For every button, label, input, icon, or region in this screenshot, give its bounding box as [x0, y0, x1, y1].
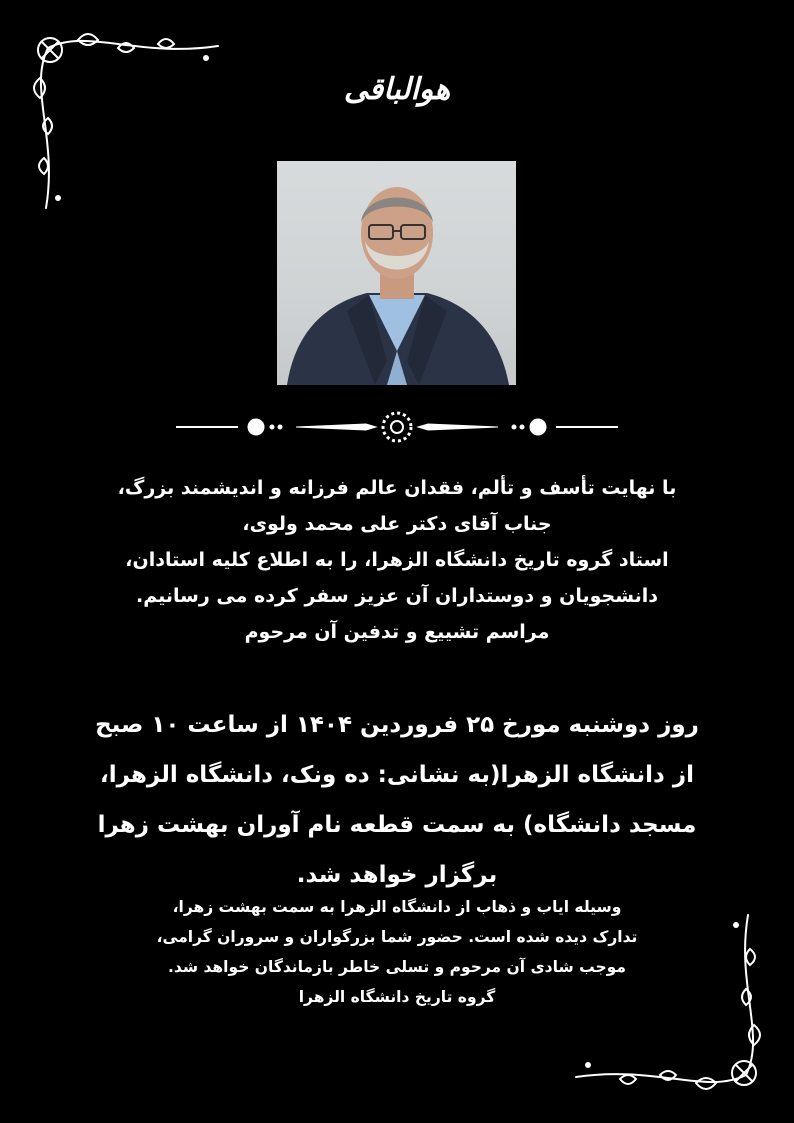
footer-text	[40, 892, 754, 1012]
announcement-line: مراسم تشییع و تدفین آن مرحوم	[244, 621, 550, 643]
portrait-photo	[277, 161, 516, 385]
ceremony-line: روز دوشنبه مورخ ۲۵ فروردین ۱۴۰۴ از ساعت ۱۰ صبح	[95, 712, 699, 738]
ornament-corner-top-left-icon	[18, 18, 228, 218]
footer-signature: گروه تاریخ دانشگاه الزهرا	[298, 988, 496, 1006]
announcement-line: جناب آقای دکتر علی محمد ولوی،	[242, 513, 552, 535]
announcement-line: دانشجویان و دوستداران آن عزیز سفر کرده می رسانیم.	[136, 585, 658, 607]
footer-line: وسیله ایاب و ذهاب از دانشگاه الزهرا به سمت بهشت زهرا،	[172, 898, 622, 916]
footer-line: موجب شادی آن مرحوم و تسلی خاطر بازماندگان خواهد شد.	[168, 958, 626, 976]
announcement-line: استاد گروه تاریخ دانشگاه الزهرا، را به اطلاع کلیه استادان،	[125, 549, 669, 571]
heading-calligraphy: هوالباقی	[343, 72, 451, 107]
ceremony-details	[40, 700, 754, 900]
ceremony-line: از دانشگاه الزهرا(به نشانی: ده ونک، دانشگاه الزهرا،	[100, 762, 694, 788]
ceremony-line: برگزار خواهد شد.	[296, 862, 498, 888]
ornament-divider-icon	[176, 405, 618, 449]
announcement-line: با نهایت تأسف و تألم، فقدان عالم فرزانه و اندیشمند بزرگ،	[117, 477, 677, 499]
portrait-icon	[277, 161, 516, 385]
footer-line: تدارک دیده شده است. حضور شما بزرگواران و سروران گرامی،	[156, 928, 638, 946]
ceremony-line: مسجد دانشگاه) به سمت قطعه نام آوران بهشت زهرا	[97, 812, 697, 838]
announcement-text	[40, 470, 754, 650]
